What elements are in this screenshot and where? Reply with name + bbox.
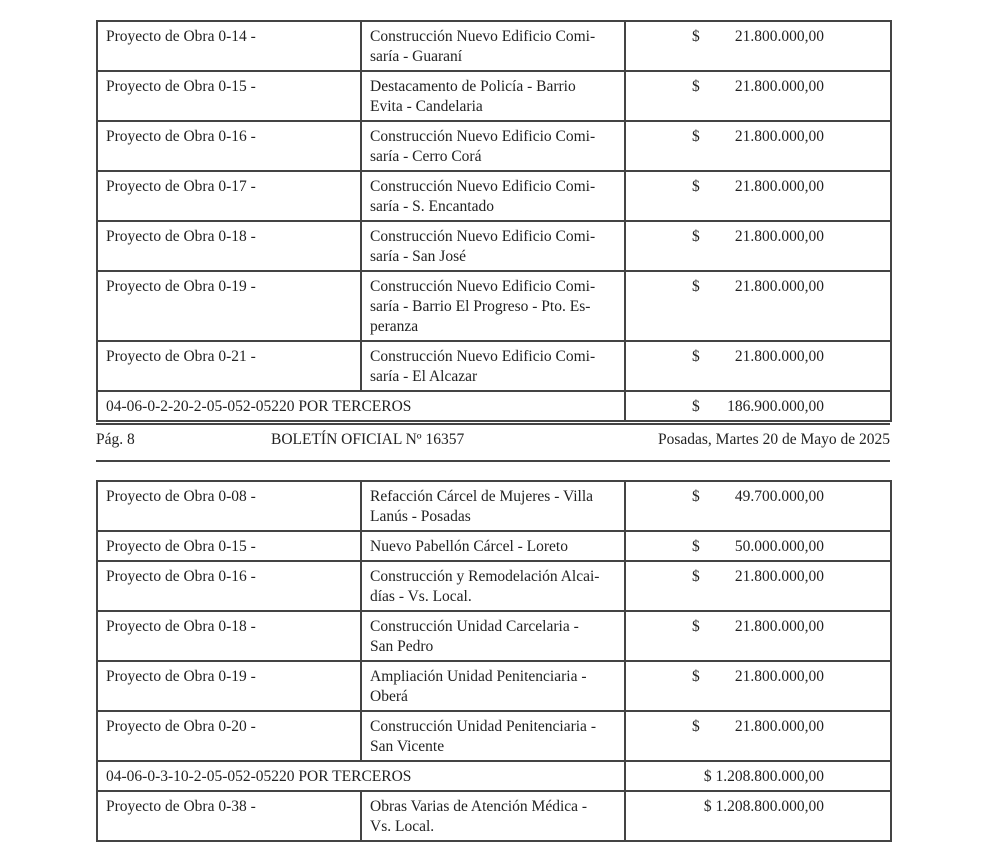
amount-cell: $ 21.800.000,00	[625, 171, 891, 221]
amount-cell: $ 21.800.000,00	[625, 71, 891, 121]
description-cell: Nuevo Pabellón Cárcel - Loreto	[361, 531, 625, 561]
table-row	[97, 561, 891, 611]
project-cell: Proyecto de Obra 0-15 -	[97, 71, 361, 121]
project-cell: Proyecto de Obra 0-08 -	[97, 481, 361, 531]
description-cell: Construcción Nuevo Edificio Comi- saría - S. Encantado	[361, 171, 625, 221]
description-cell: Construcción Nuevo Edificio Comi- saría - Barrio El Progreso - Pto. Es- peranza	[361, 271, 625, 341]
table-row	[97, 611, 891, 661]
project-cell: Proyecto de Obra 0-38 -	[97, 791, 361, 841]
project-cell: Proyecto de Obra 0-17 -	[97, 171, 361, 221]
table-row	[97, 271, 891, 341]
table-row	[97, 21, 891, 71]
project-cell: Proyecto de Obra 0-21 -	[97, 341, 361, 391]
amount-cell: $ 21.800.000,00	[625, 711, 891, 761]
amount-cell: $ 21.800.000,00	[625, 561, 891, 611]
amount-cell: $ 21.800.000,00	[625, 661, 891, 711]
project-cell: Proyecto de Obra 0-19 -	[97, 661, 361, 711]
description-cell: Ampliación Unidad Penitenciaria - Oberá	[361, 661, 625, 711]
page-header	[96, 431, 890, 453]
publication-title: BOLETÍN OFICIAL Nº 16357	[271, 431, 465, 448]
description-cell: Construcción Nuevo Edificio Comi- saría - San José	[361, 221, 625, 271]
table-row	[97, 791, 891, 841]
amount-cell: $ 21.800.000,00	[625, 341, 891, 391]
amount-cell: $ 21.800.000,00	[625, 21, 891, 71]
amount-cell: $ 21.800.000,00	[625, 611, 891, 661]
description-cell: Construcción y Remodelación Alcai- días - Vs. Local.	[361, 561, 625, 611]
header-top-rule	[96, 423, 890, 425]
total-label: 04-06-0-3-10-2-05-052-05220 POR TERCEROS	[97, 761, 625, 791]
amount-cell: $ 21.800.000,00	[625, 121, 891, 171]
amount-cell: $ 21.800.000,00	[625, 221, 891, 271]
project-cell: Proyecto de Obra 0-19 -	[97, 271, 361, 341]
amount-cell: $ 50.000.000,00	[625, 531, 891, 561]
project-cell: Proyecto de Obra 0-14 -	[97, 21, 361, 71]
project-cell: Proyecto de Obra 0-16 -	[97, 561, 361, 611]
description-cell: Construcción Nuevo Edificio Comi- saría - Cerro Corá	[361, 121, 625, 171]
table-row	[97, 661, 891, 711]
description-cell: Construcción Nuevo Edificio Comi- saría - El Alcazar	[361, 341, 625, 391]
project-cell: Proyecto de Obra 0-18 -	[97, 611, 361, 661]
description-cell: Refacción Cárcel de Mujeres - Villa Lanús - Posadas	[361, 481, 625, 531]
table-row	[97, 221, 891, 271]
page-number: Pág. 8	[96, 431, 135, 448]
amount-cell: $ 49.700.000,00	[625, 481, 891, 531]
description-cell: Construcción Unidad Carcelaria - San Pedro	[361, 611, 625, 661]
table-row	[97, 531, 891, 561]
project-cell: Proyecto de Obra 0-18 -	[97, 221, 361, 271]
description-cell: Obras Varias de Atención Médica - Vs. Local.	[361, 791, 625, 841]
table-row	[97, 171, 891, 221]
description-cell: Construcción Unidad Penitenciaria - San Vicente	[361, 711, 625, 761]
description-cell: Construcción Nuevo Edificio Comi- saría - Guaraní	[361, 21, 625, 71]
table-row	[97, 341, 891, 391]
header-bottom-rule	[96, 460, 890, 462]
total-label: 04-06-0-2-20-2-05-052-05220 POR TERCEROS	[97, 391, 625, 421]
table-row	[97, 71, 891, 121]
budget-table-bottom	[96, 480, 892, 842]
project-cell: Proyecto de Obra 0-15 -	[97, 531, 361, 561]
total-row	[97, 761, 891, 791]
publication-date: Posadas, Martes 20 de Mayo de 2025	[657, 431, 890, 448]
budget-table-top	[96, 20, 892, 422]
project-cell: Proyecto de Obra 0-20 -	[97, 711, 361, 761]
total-amount-cell: $ 186.900.000,00	[625, 391, 891, 421]
description-cell: Destacamento de Policía - Barrio Evita - Candelaria	[361, 71, 625, 121]
project-cell: Proyecto de Obra 0-16 -	[97, 121, 361, 171]
total-amount-cell: $ 1.208.800.000,00	[625, 761, 891, 791]
table-row	[97, 711, 891, 761]
amount-cell: $ 21.800.000,00	[625, 271, 891, 341]
amount-cell: $ 1.208.800.000,00	[625, 791, 891, 841]
table-row	[97, 481, 891, 531]
table-row	[97, 121, 891, 171]
total-row	[97, 391, 891, 421]
